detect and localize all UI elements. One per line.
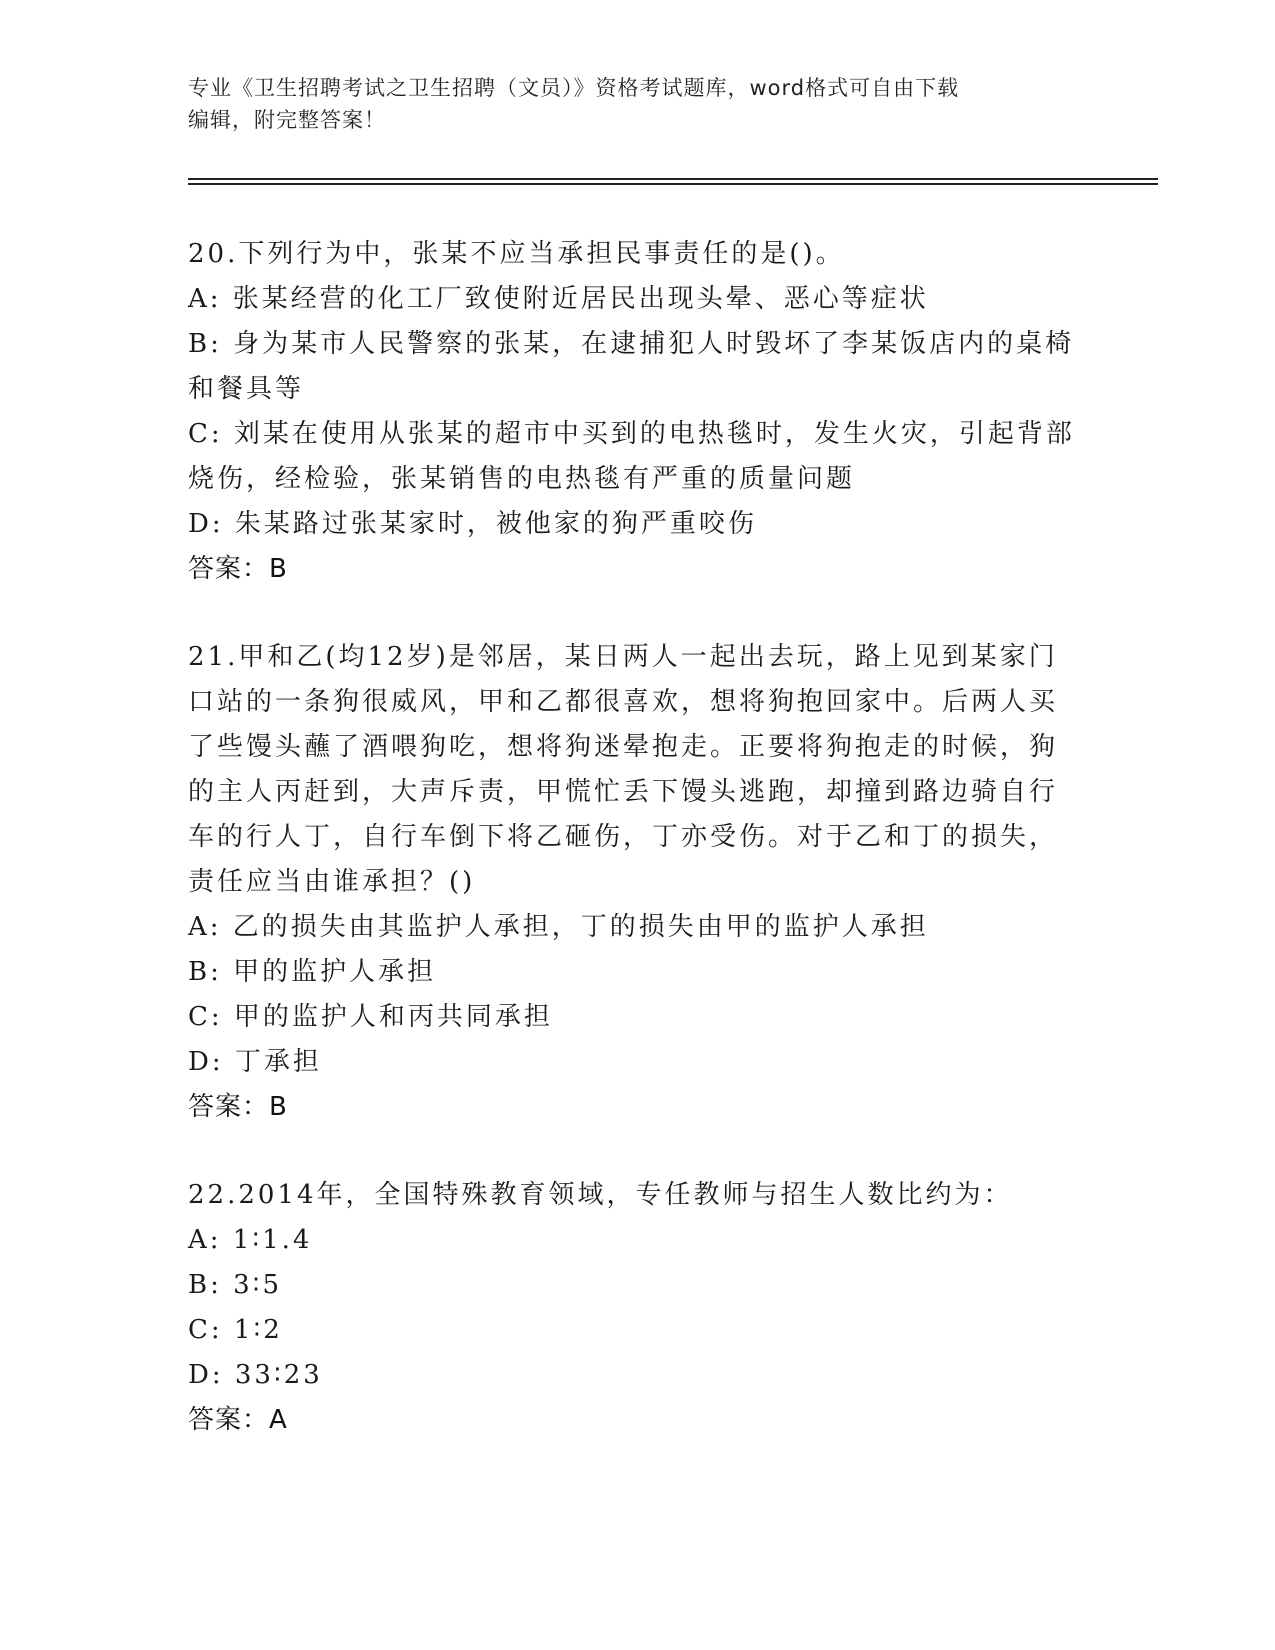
option-a: A: 乙的损失由其监护人承担，丁的损失由甲的监护人承担 [188, 912, 929, 942]
question-stem-line: 车的行人丁，自行车倒下将乙砸伤，丁亦受伤。对于乙和丁的损失， [188, 822, 1059, 852]
question-21 [188, 635, 1088, 1130]
question-stem-line: 20.下列行为中，张某不应当承担民事责任的是()。 [188, 239, 845, 269]
header-line-2: 编辑，附完整答案！ [188, 108, 386, 132]
document-header [188, 72, 1088, 136]
question-list [188, 232, 1088, 1486]
header-line-1: 专业《卫生招聘考试之卫生招聘（文员）》资格考试题库，word格式可自由下载 [188, 76, 960, 100]
option-d: D: 33∶23 [188, 1360, 323, 1390]
question-stem-line: 口站的一条狗很威风，甲和乙都很喜欢，想将狗抱回家中。后两人买 [188, 687, 1059, 717]
header-rule-top [188, 178, 1158, 180]
option-c: C: 甲的监护人和丙共同承担 [188, 1002, 553, 1032]
option-c: C: 刘某在使用从张某的超市中买到的电热毯时，发生火灾，引起背部 [188, 419, 1075, 449]
answer-label: 答案：B [188, 1092, 288, 1122]
option-a: A: 张某经营的化工厂致使附近居民出现头晕、恶心等症状 [188, 284, 929, 314]
question-stem-line: 的主人丙赶到，大声斥责，甲慌忙丢下馒头逃跑，却撞到路边骑自行 [188, 777, 1059, 807]
option-b: B: 身为某市人民警察的张某，在逮捕犯人时毁坏了李某饭店内的桌椅 [188, 329, 1075, 359]
option-d: D: 朱某路过张某家时，被他家的狗严重咬伤 [188, 509, 757, 539]
answer-label: 答案：A [188, 1405, 288, 1435]
question-stem-line: 了些馒头蘸了酒喂狗吃，想将狗迷晕抱走。正要将狗抱走的时候，狗 [188, 732, 1059, 762]
option-a: A: 1∶1.4 [188, 1225, 313, 1255]
header-rule-bottom [188, 183, 1158, 185]
option-c-cont: 烧伤，经检验，张某销售的电热毯有严重的质量问题 [188, 464, 856, 494]
option-d: D: 丁承担 [188, 1047, 322, 1077]
option-b: B: 3∶5 [188, 1270, 282, 1300]
question-stem-line: 责任应当由谁承担？() [188, 867, 476, 897]
question-22 [188, 1173, 1088, 1443]
question-20 [188, 232, 1088, 592]
question-stem-line: 22.2014年，全国特殊教育领域，专任教师与招生人数比约为： [188, 1180, 1013, 1210]
option-b: B: 甲的监护人承担 [188, 957, 437, 987]
option-c: C: 1∶2 [188, 1315, 283, 1345]
option-b-cont: 和餐具等 [188, 374, 305, 404]
answer-label: 答案：B [188, 554, 288, 584]
question-stem-line: 21.甲和乙(均12岁)是邻居，某日两人一起出去玩，路上见到某家门 [188, 642, 1058, 672]
